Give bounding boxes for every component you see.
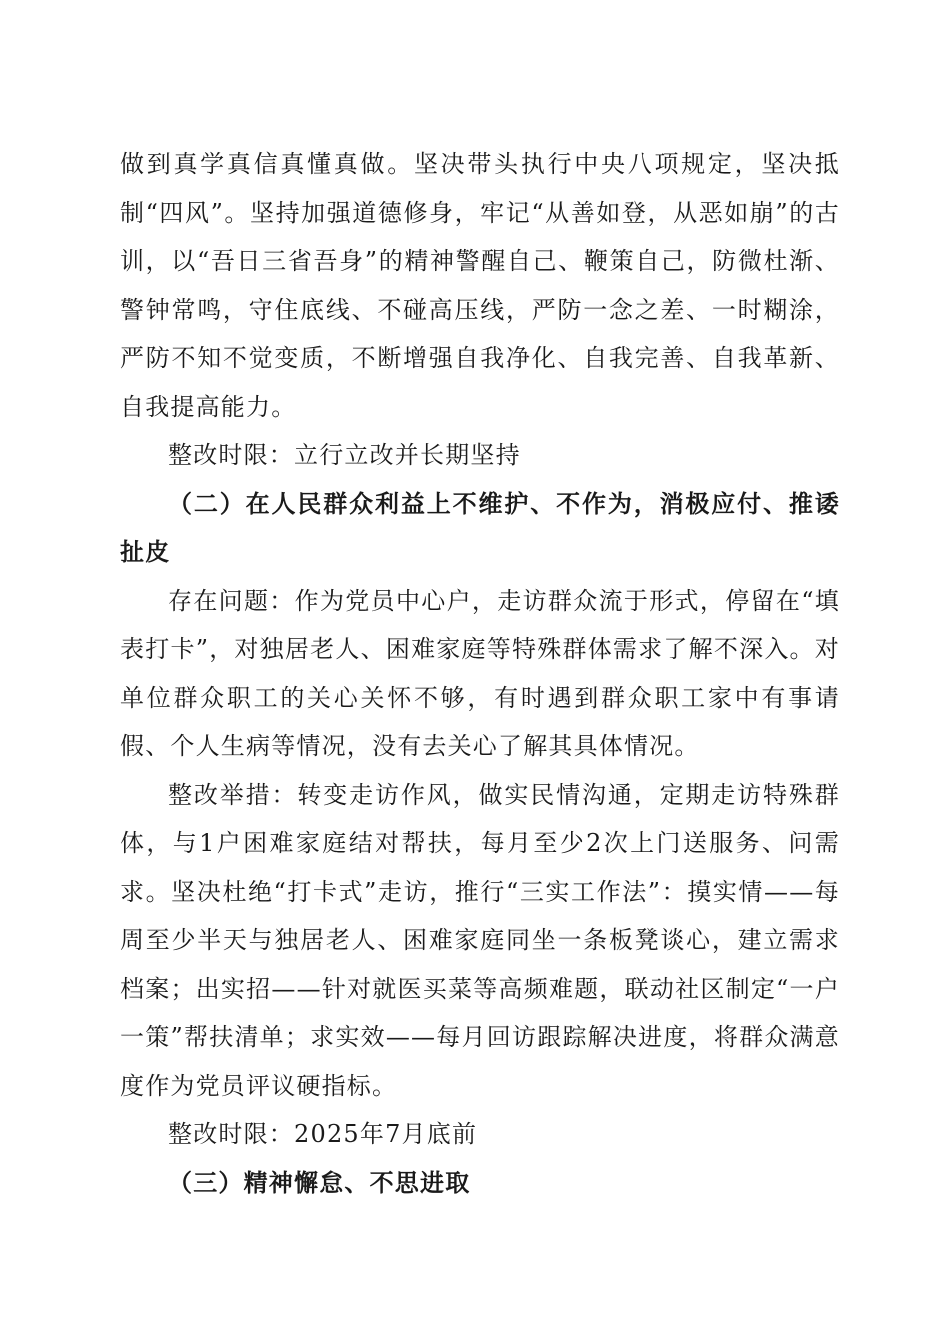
paragraph-self-discipline: 做到真学真信真懂真做。坚决带头执行中央八项规定，坚决抵制“四风”。坚持加强道德修身，牢记“从善如登，从恶如崩”的古训，以“吾日三省吾身”的精神警醒自己、鞭策自己，防微杜渐、警钟常鸣，守住底线、不碰高压线，严防一念之差、一时糊涂，严防不知不觉变质，不断增强自我净化、自我完善、自我革新、自我提高能力。 [120,150,840,421]
document-body [120,140,840,1207]
paragraph-existing-problems: 存在问题：作为党员中心户，走访群众流于形式，停留在“填表打卡”，对独居老人、困难家庭等特殊群体需求了解不深入。对单位群众职工的关心关怀不够，有时遇到群众职工家中有事请假、个人生病等情况，没有去关心了解其具体情况。 [120,586,840,760]
paragraph-deadline-2: 整改时限：2025年7月底前 [168,1120,478,1148]
section-heading-2: （二）在人民群众利益上不维护、不作为，消极应付、推诿扯皮 [120,489,840,566]
paragraph-rectification-measures: 整改举措：转变走访作风，做实民情沟通，定期走访特殊群体，与1户困难家庭结对帮扶，每月至少2次上门送服务、问需求。坚决杜绝“打卡式”走访，推行“三实工作法”：摸实情——每周至少半天与独居老人、困难家庭同坐一条板凳谈心，建立需求档案；出实招——针对就医买菜等高频难题，联动社区制定“一户一策”帮扶清单；求实效——每月回访跟踪解决进度，将群众满意度作为党员评议硬指标。 [120,780,840,1100]
section-heading-3: （三）精神懈怠、不思进取 [168,1168,471,1197]
paragraph-deadline-1: 整改时限：立行立改并长期坚持 [168,441,521,469]
